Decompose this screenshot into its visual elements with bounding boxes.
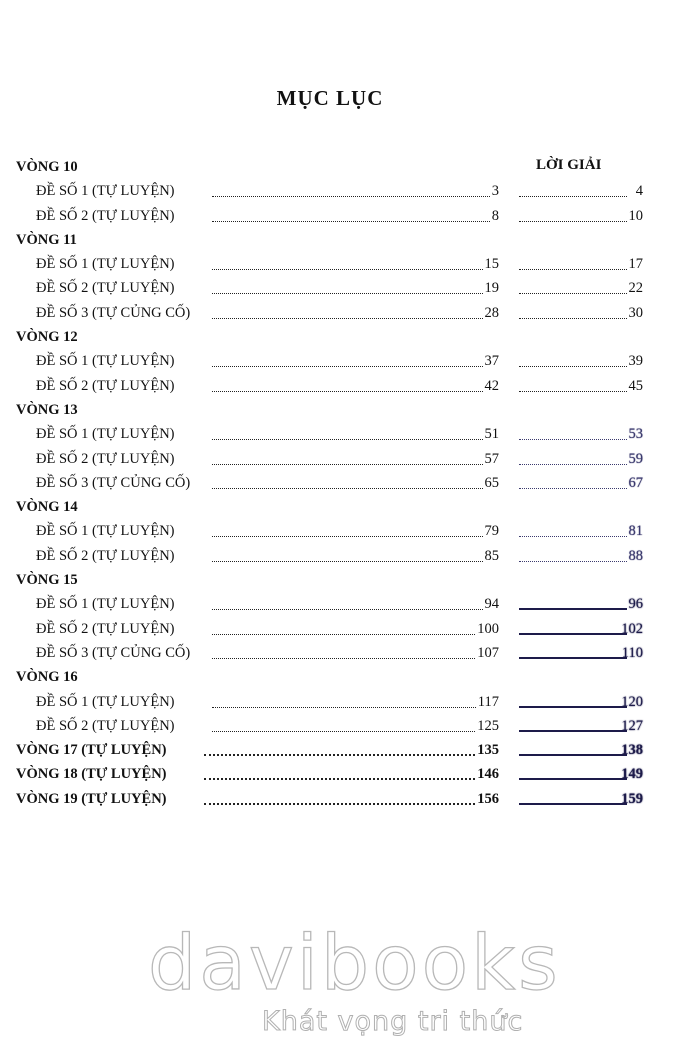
toc-label: ĐỀ SỐ 1 (TỰ LUYỆN) (36, 256, 175, 273)
toc-answer-page-number: 81 (628, 523, 643, 540)
table-of-contents (0, 155, 697, 811)
toc-answer-page-number: 45 (628, 377, 643, 394)
toc-page-number: 156 (477, 790, 499, 807)
dot-leader (212, 343, 483, 367)
toc-label: VÒNG 18 (TỰ LUYỆN) (16, 766, 167, 783)
toc-answer-page-number: 127 (621, 717, 643, 734)
toc-label: ĐỀ SỐ 2 (TỰ LUYỆN) (36, 280, 175, 297)
toc-label: ĐỀ SỐ 1 (TỰ LUYỆN) (36, 693, 175, 710)
toc-page-number: 135 (477, 742, 499, 759)
toc-answer-page-number: 96 (628, 596, 643, 613)
toc-answer-page-number: 149 (621, 766, 643, 783)
dot-leader (204, 781, 475, 805)
toc-label: ĐỀ SỐ 2 (TỰ LUYỆN) (36, 377, 175, 394)
answer-dot-leader (519, 198, 627, 222)
toc-label: VÒNG 10 (16, 159, 78, 175)
page-title: MỤC LỤC (276, 86, 384, 110)
dot-leader (212, 465, 483, 489)
toc-answer-page-number: 17 (628, 256, 643, 273)
toc-entry (0, 204, 697, 228)
toc-label: ĐỀ SỐ 1 (TỰ LUYỆN) (36, 596, 175, 613)
toc-page-number: 3 (491, 183, 499, 200)
dot-leader (212, 270, 483, 294)
toc-entry (0, 641, 697, 665)
toc-label: ĐỀ SỐ 3 (TỰ CỦNG CỐ) (36, 474, 191, 491)
dot-leader (212, 441, 483, 465)
toc-entry (0, 471, 697, 495)
answer-dot-leader (519, 416, 627, 440)
toc-label: ĐỀ SỐ 1 (TỰ LUYỆN) (36, 426, 175, 443)
dot-leader (212, 708, 475, 732)
toc-page-number: 65 (484, 474, 499, 491)
answer-dot-leader (519, 368, 627, 392)
answer-dot-leader (519, 781, 627, 805)
answer-dot-leader (519, 513, 627, 537)
dot-leader (212, 684, 476, 708)
toc-label: ĐỀ SỐ 1 (TỰ LUYỆN) (36, 353, 175, 370)
dot-leader (212, 635, 475, 659)
dot-leader (212, 586, 483, 610)
toc-answer-page-number: 138 (621, 742, 643, 759)
watermark-brand: davibooks (148, 918, 561, 1007)
toc-page-number: 79 (484, 523, 499, 540)
answer-dot-leader (519, 465, 627, 489)
answer-dot-leader (519, 611, 627, 635)
toc-answer-page-number: 39 (628, 353, 643, 370)
toc-answer-page-number: 10 (628, 207, 643, 224)
answer-dot-leader (519, 270, 627, 294)
answer-dot-leader (519, 343, 627, 367)
answer-dot-leader (519, 441, 627, 465)
toc-label: VÒNG 15 (16, 572, 78, 589)
toc-page-number: 37 (484, 353, 499, 370)
toc-entry (0, 787, 697, 811)
answer-dot-leader (519, 173, 627, 197)
toc-answer-page-number: 102 (621, 620, 643, 637)
dot-leader (212, 368, 483, 392)
toc-answer-page-number: 159 (621, 790, 643, 807)
toc-label: VÒNG 12 (16, 329, 78, 346)
answer-dot-leader (519, 586, 627, 610)
toc-label: ĐỀ SỐ 2 (TỰ LUYỆN) (36, 450, 175, 467)
dot-leader (212, 416, 483, 440)
dot-leader (204, 756, 475, 780)
dot-leader (212, 513, 483, 537)
toc-label: VÒNG 16 (16, 669, 78, 686)
toc-answer-page-number: 53 (628, 426, 643, 443)
toc-answer-page-number: 88 (628, 547, 643, 564)
toc-page-number: 8 (491, 207, 499, 224)
toc-answer-page-number: 120 (621, 693, 643, 710)
toc-answer-page-number: 67 (628, 474, 643, 491)
toc-answer-page-number: 4 (635, 183, 643, 200)
toc-page-number: 146 (477, 766, 499, 783)
toc-answer-page-number: 30 (628, 304, 643, 321)
answer-dot-leader (519, 538, 627, 562)
toc-answer-page-number: 22 (628, 280, 643, 297)
toc-page-number: 19 (484, 280, 499, 297)
toc-page-number: 94 (484, 596, 499, 613)
toc-label: ĐỀ SỐ 2 (TỰ LUYỆN) (36, 620, 175, 637)
dot-leader (212, 611, 475, 635)
toc-label: VÒNG 13 (16, 401, 78, 418)
toc-page-number: 28 (484, 304, 499, 321)
watermark-slogan: Khát vọng tri thức (262, 1006, 524, 1037)
toc-page-number: 107 (477, 644, 499, 661)
toc-page-number: 85 (484, 547, 499, 564)
toc-label: ĐỀ SỐ 2 (TỰ LUYỆN) (36, 547, 175, 564)
dot-leader (212, 173, 490, 197)
toc-page-number: 125 (477, 717, 499, 734)
dot-leader (204, 732, 475, 756)
answer-dot-leader (519, 246, 627, 270)
toc-page-number: 42 (484, 377, 499, 394)
answer-dot-leader (519, 708, 627, 732)
dot-leader (212, 538, 483, 562)
toc-page-number: 57 (484, 450, 499, 467)
toc-label: VÒNG 19 (TỰ LUYỆN) (16, 790, 167, 807)
toc-label: ĐỀ SỐ 2 (TỰ LUYỆN) (36, 717, 175, 734)
toc-page-number: 15 (484, 256, 499, 273)
dot-leader (212, 198, 490, 222)
toc-page-number: 51 (484, 426, 499, 443)
toc-page-number: 117 (477, 693, 499, 710)
answers-column-header: LỜI GIẢI (536, 157, 602, 173)
answer-dot-leader (519, 295, 627, 319)
toc-entry (0, 544, 697, 568)
toc-label: ĐỀ SỐ 1 (TỰ LUYỆN) (36, 183, 175, 200)
toc-answer-page-number: 110 (621, 644, 643, 661)
answer-dot-leader (519, 756, 627, 780)
toc-label: ĐỀ SỐ 3 (TỰ CỦNG CỐ) (36, 644, 191, 661)
toc-label: VÒNG 14 (16, 499, 78, 516)
answer-dot-leader (519, 684, 627, 708)
answer-dot-leader (519, 635, 627, 659)
toc-label: ĐỀ SỐ 2 (TỰ LUYỆN) (36, 207, 175, 224)
toc-label: VÒNG 11 (16, 231, 77, 248)
toc-label: VÒNG 17 (TỰ LUYỆN) (16, 742, 167, 759)
toc-entry (0, 301, 697, 325)
dot-leader (212, 246, 483, 270)
dot-leader (212, 295, 483, 319)
toc-page-number: 100 (477, 620, 499, 637)
toc-label: ĐỀ SỐ 1 (TỰ LUYỆN) (36, 523, 175, 540)
answer-dot-leader (519, 732, 627, 756)
toc-entry (0, 374, 697, 398)
toc-answer-page-number: 59 (628, 450, 643, 467)
toc-label: ĐỀ SỐ 3 (TỰ CỦNG CỐ) (36, 304, 191, 321)
